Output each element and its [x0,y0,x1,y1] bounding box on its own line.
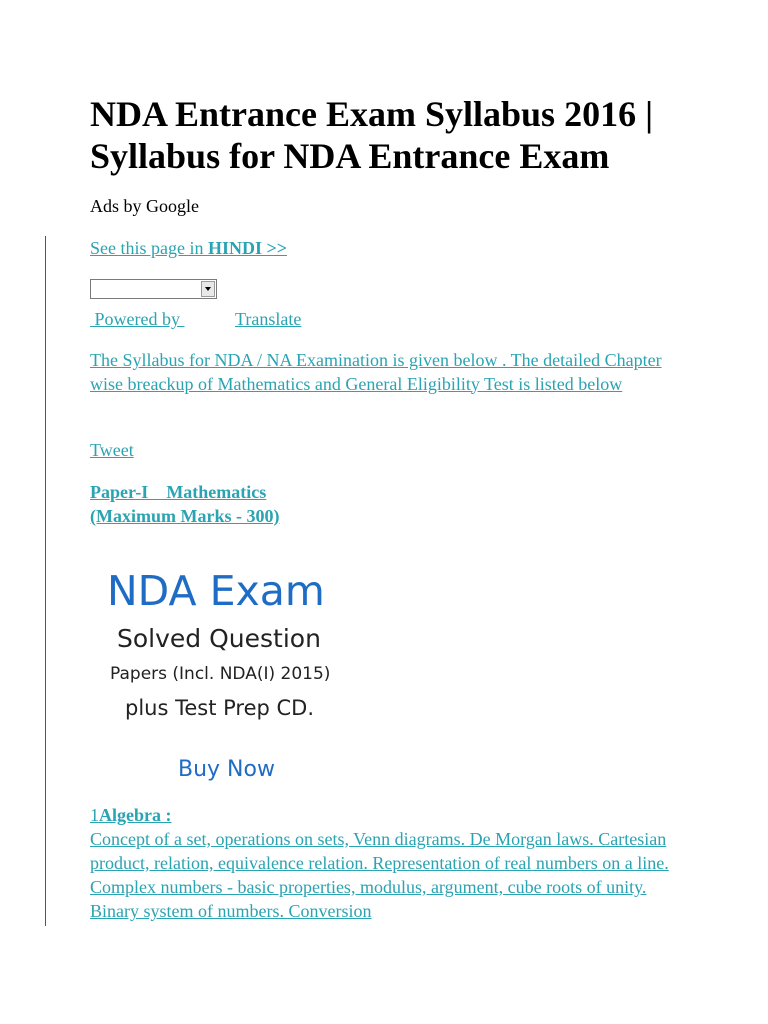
hindi-page-link[interactable] [90,237,287,259]
hindi-link-prefix: See this page in [90,238,208,258]
ad-banner-title: NDA Exam [107,567,325,615]
paper-heading-link[interactable] [90,480,279,528]
chevron-down-icon[interactable] [201,281,215,297]
ad-banner-line1: Solved Question [117,624,321,653]
ad-banner-line3: plus Test Prep CD. [125,696,315,720]
page-title: NDA Entrance Exam Syllabus 2016 | Syllabus for NDA Entrance Exam [90,94,653,176]
paper-heading-line1: Paper-I Mathematics [90,482,267,502]
powered-by-link[interactable]: Powered by [90,309,185,329]
syllabus-intro-link[interactable]: The Syllabus for NDA / NA Examination is given below . The detailed Chapter wise breackup of Mathematics and General Eligibility Test is listed below [90,350,662,394]
ads-by-google-label: Ads by Google [90,196,199,216]
hindi-link-bold: HINDI >> [207,238,288,258]
buy-now-button[interactable]: Buy Now [178,757,275,782]
ad-banner-line2: Papers (Incl. NDA(I) 2015) [110,664,331,684]
ad-banner[interactable] [100,566,400,791]
left-margin-rule [45,236,46,926]
section-number: 1 [90,805,99,825]
section-body: Concept of a set, operations on sets, Venn diagrams. De Morgan laws. Cartesian product, relation, equivalence relation. Representation of real numbers on a line. Complex numbers - basic properties, modulus, argument, cube roots of unity. Binary system of numbers. Conversion [90,829,669,921]
tweet-button[interactable]: Tweet [90,440,134,460]
translate-link[interactable]: Translate [235,309,302,329]
algebra-section-link[interactable] [90,803,670,923]
language-select[interactable] [90,279,217,299]
section-heading: Algebra : [99,805,172,825]
paper-heading-line2: (Maximum Marks - 300) [90,506,280,526]
